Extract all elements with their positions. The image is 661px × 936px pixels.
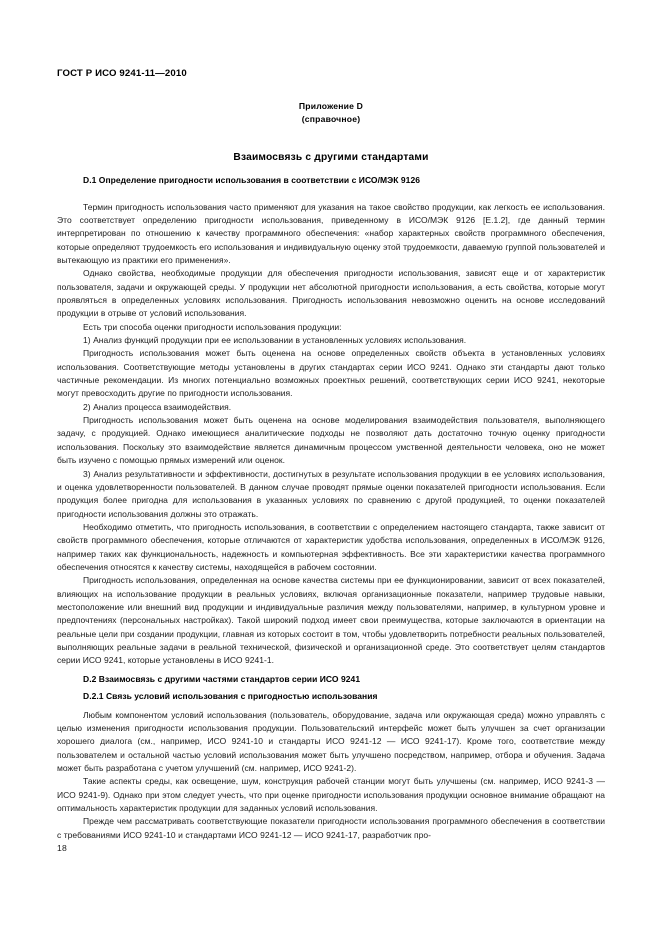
annex-block xyxy=(57,100,605,127)
list-item: 3) Анализ результативности и эффективности, достигнутых в результате использования продукции в ее условиях использования, и оценка удовлетворенности пользователей. В данном случае проводят прямые оценки показателей пригодности использования. Если продукция более пригодна для использования в указанных условиях по сравнению с другой продукцией, то оценки показателей пригодности использования должны это отражать. xyxy=(57,468,605,519)
spacer xyxy=(57,163,605,175)
page-content xyxy=(57,0,605,936)
paragraph: Необходимо отметить, что пригодность использования, в соответствии с определением настоящего стандарта, также зависит от свойств программного обеспечения, которые отличаются от характеристик удобства использования, определенных в ИСО/МЭК 9126, например таких как функциональность, надежность и компьютерная эффективность. Все эти характеристики качества программного обеспечения относятся к качеству системы, находящейся в рабочем состоянии. xyxy=(57,521,605,572)
clause-heading-d1: D.1 Определение пригодности использования в соответствии с ИСО/МЭК 9126 xyxy=(83,175,420,186)
list-item: 1) Анализ функций продукции при ее использовании в установленных условиях использования. xyxy=(83,335,467,346)
paragraph: Есть три способа оценки пригодности использования продукции: xyxy=(83,321,342,332)
clause-heading-d2: D.2 Взаимосвязь с другими частями стандартов серии ИСО 9241 xyxy=(83,673,361,684)
paragraph: Пригодность использования, определенная на основе качества системы при ее функционировании, зависит от всех показателей, влияющих на использование продукции в реальных условиях, включая организационные показатели, например трудовые навыки, местоположение или внешний вид продукции и индивидуальные различия между пользователями, например, в культурном уровне и предпочтениях (персональных настройках). Такой широкий подход имеет свои преимущества, которые заключаются в ориентации на реальные цели при создании продукции, главная из которых состоит в том, чтобы удовлетворить потребности реальных пользователей, выполняющих реальные задачи в реальной технической, физической и организационной среде. Это соответствует целям стандартов серии ИСО 9241, которые установлены в ИСО 9241-1. xyxy=(57,575,605,666)
running-head: ГОСТ Р ИСО 9241-11—2010 xyxy=(57,68,187,79)
page-number: 18 xyxy=(57,843,67,853)
annex-label: Приложение D xyxy=(298,100,364,111)
paragraph: Однако свойства, необходимые продукции для обеспечения пригодности использования, зависят еще и от характеристик пользователя, задачи и окружающей среды. У продукции нет абсолютной пригодности использования, а есть свойства, которые могут проявляться в определенных условиях использования. Пригодность использования невозможно оценить на основе исследований продукции в отрыве от условий использования. xyxy=(57,268,605,319)
page-title: Взаимосвязь с другими стандартами xyxy=(233,152,429,164)
spacer xyxy=(57,187,605,201)
paragraph: Любым компонентом условий использования (пользователь, оборудование, задача или окружающая среда) можно управлять с целью изменения пригодности использования продукции. Пользовательский интерфейс может быть улучшен за счет организации хорошего диалога (см., например, ИСО 9241-10 и стандарты ИСО 9241-12 — ИСО 9241-17). Кроме того, соответствие между пользователем и остальной частью условий использования может быть улучшено посредством, например, отбора и обучения. Задача может быть разработана с учетом улучшений (см. например, ИСО 9241-2). xyxy=(57,709,605,773)
list-item: 2) Анализ процесса взаимодействия. xyxy=(83,401,232,412)
paragraph: Пригодность использования может быть оценена на основе определенных свойств объекта в установленных условиях использования. Соответствующие методы установлены в других стандартах серии ИСО 9241. Однако эти стандарты дают только частичные рекомендации. Из многих потенциально возможных проектных решений, соответствующих серии ИСО 9241, некоторые могут превосходить другие по пригодности использования. xyxy=(57,348,605,399)
paragraph: Термин пригодность использования часто применяют для указания на такое свойство продукции, как легкость ее использования. Это соответствует определению пригодности использования, приведенному в ИСО/МЭК 9126 [Е.1.2], где данный термин интерпретирован по отношению к качеству программного обеспечения: «набор характерных свойств программного обеспечения, которые определяют трудоемкость его использования и индивидуальную оценку этой трудоемкости, даваемую группой пользователей и вытекающую из практики его применения». xyxy=(57,201,605,266)
annex-status: (справочное) xyxy=(301,113,361,124)
subclause-heading-d2-1: D.2.1 Связь условий использования с пригодностью использования xyxy=(83,691,378,702)
paragraph: Такие аспекты среды, как освещение, шум, конструкция рабочей станции могут быть улучшены (см. например, ИСО 9241-3 — ИСО 9241-9). Однако при этом следует учесть, что при оценке пригодности использования продукции основное внимание обращают на оптимальность характеристик продукции для заданных условий использования. xyxy=(57,776,605,814)
paragraph: Пригодность использования может быть оценена на основе моделирования взаимодействия пользователя, выполняющего задачу, с продукцией. Однако имеющиеся аналитические подходы не позволяют дать достаточно точную оценку пригодности использования. Поскольку это взаимодействие является динамичным процессом умственной деятельности человека, оно не может быть изучено с помощью прямых измерений или оценок. xyxy=(57,415,605,466)
paragraph: Прежде чем рассматривать соответствующие показатели пригодности использования программного обеспечения в соответствии с требованиями ИСО 9241-10 и стандартами ИСО 9241-12 — ИСО 9241-17, разработчик про- xyxy=(57,816,605,840)
